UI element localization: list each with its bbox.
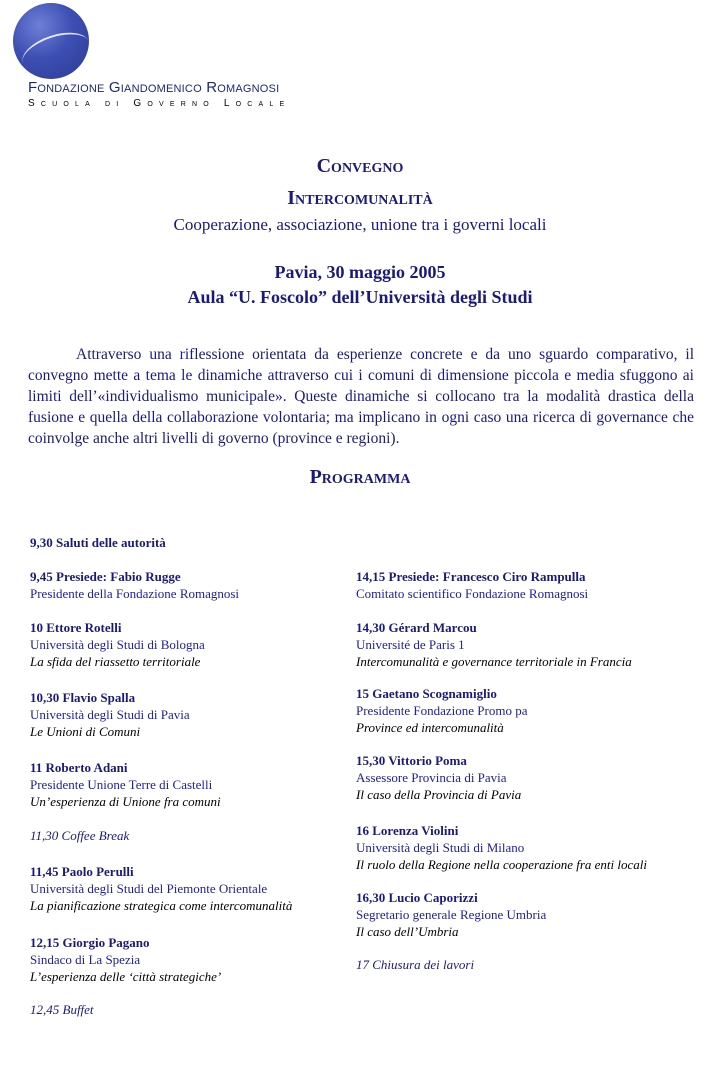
event-subtitle: Cooperazione, associazione, unione tra i governi locali — [173, 215, 547, 234]
org-name — [28, 79, 279, 96]
program-item-title: 15,30 Vittorio Poma — [356, 753, 467, 768]
program-item — [356, 685, 528, 736]
programma-heading: Programma — [309, 466, 411, 488]
program-item-title: 16 Lorenza Violini — [356, 823, 459, 838]
intro-paragraph: Attraverso una riflessione orientata da esperienze concrete e da uno sguardo comparativo, il convegno mette a tema le dinamiche attraverso cui i comuni di dimensione piccola e media sfuggono ai limiti dell’«individualismo municipale». Queste dinamiche si collocano tra la modalità drastica della fusione e quella della collaborazione volontaria; ma implicano in ogni caso una ricerca di governance che coinvolge anche altri livelli di governo (province e regioni). — [28, 346, 694, 447]
program-item — [356, 822, 647, 873]
event-venue: Aula “U. Foscolo” dell’Università degli Studi — [187, 287, 533, 307]
program-item-affiliation: Università degli Studi di Pavia — [30, 707, 190, 722]
program-break-label: 12,45 Buffet — [30, 1002, 94, 1017]
program-item-affiliation: Presidente della Fondazione Romagnosi — [30, 586, 240, 601]
program-item-title: 11,45 Paolo Perulli — [30, 864, 134, 879]
program-item-talk: Intercomunalità e governance territoriale in Francia — [356, 654, 632, 669]
program-item — [30, 568, 239, 602]
program-item-affiliation: Sindaco di La Spezia — [30, 952, 141, 967]
program-item-affiliation: Università degli Studi di Milano — [356, 840, 525, 855]
event-date: Pavia, 30 maggio 2005 — [274, 262, 446, 282]
program-item — [356, 889, 546, 940]
program-item-talk: Il ruolo della Regione nella cooperazione fra enti locali — [356, 857, 648, 872]
program-item — [356, 619, 632, 670]
foundation-logo — [13, 3, 89, 79]
program-item-title: 9,45 Presiede: Fabio Rugge — [30, 569, 181, 584]
org-subtitle — [28, 98, 290, 109]
program-item-title: 16,30 Lucio Caporizzi — [356, 890, 478, 905]
program-item-talk: La pianificazione strategica come intercomunalità — [30, 898, 293, 913]
program-item-talk: La sfida del riassetto territoriale — [30, 654, 201, 669]
program-item — [30, 619, 205, 670]
program-item — [30, 534, 166, 551]
program-item-title: 12,15 Giorgio Pagano — [30, 935, 150, 950]
program-item-affiliation: Assessore Provincia di Pavia — [356, 770, 507, 785]
program-item-title: 10,30 Flavio Spalla — [30, 690, 136, 705]
program-item-affiliation: Presidente Fondazione Promo pa — [356, 703, 528, 718]
program-item-talk: Il caso della Provincia di Pavia — [356, 787, 522, 802]
program-break — [30, 827, 129, 844]
program-item-title: 10 Ettore Rotelli — [30, 620, 122, 635]
program-item-talk: L’esperienza delle ‘città strategiche’ — [30, 969, 222, 984]
program-item-talk: Il caso dell’Umbria — [356, 924, 459, 939]
org-subtitle-text: Scuola di Governo Locale — [28, 98, 291, 109]
program-item — [30, 863, 292, 914]
program-item — [30, 689, 190, 740]
event-title: Intercomunalità — [287, 187, 433, 209]
program-item — [30, 934, 221, 985]
program-item — [356, 568, 588, 602]
program-break-label: 11,30 Coffee Break — [30, 828, 130, 843]
program-item-affiliation: Università degli Studi di Bologna — [30, 637, 205, 652]
program-item-title: 9,30 Saluti delle autorità — [30, 535, 166, 550]
program-item-title: 14,15 Presiede: Francesco Ciro Rampulla — [356, 569, 586, 584]
program-item-title: 11 Roberto Adani — [30, 760, 128, 775]
program-item-talk: Le Unioni di Comuni — [30, 724, 141, 739]
program-break — [30, 1001, 94, 1018]
program-item-affiliation: Università degli Studi del Piemonte Orientale — [30, 881, 268, 896]
program-item-affiliation: Presidente Unione Terre di Castelli — [30, 777, 213, 792]
event-kind: Convegno — [316, 155, 404, 177]
program-break-label: 17 Chiusura dei lavori — [356, 957, 475, 972]
program-item — [356, 752, 521, 803]
program-item-talk: Un’esperienza di Unione fra comuni — [30, 794, 221, 809]
program-item-title: 14,30 Gérard Marcou — [356, 620, 477, 635]
program-item-title: 15 Gaetano Scognamiglio — [356, 686, 497, 701]
program-item-affiliation: Université de Paris 1 — [356, 637, 465, 652]
program-item-affiliation: Comitato scientifico Fondazione Romagnosi — [356, 586, 589, 601]
program-item-talk: Province ed intercomunalità — [356, 720, 504, 735]
program-item — [30, 759, 221, 810]
org-name-text: Fondazione Giandomenico Romagnosi — [28, 79, 280, 96]
program-item-affiliation: Segretario generale Regione Umbria — [356, 907, 547, 922]
program-break — [356, 956, 474, 973]
